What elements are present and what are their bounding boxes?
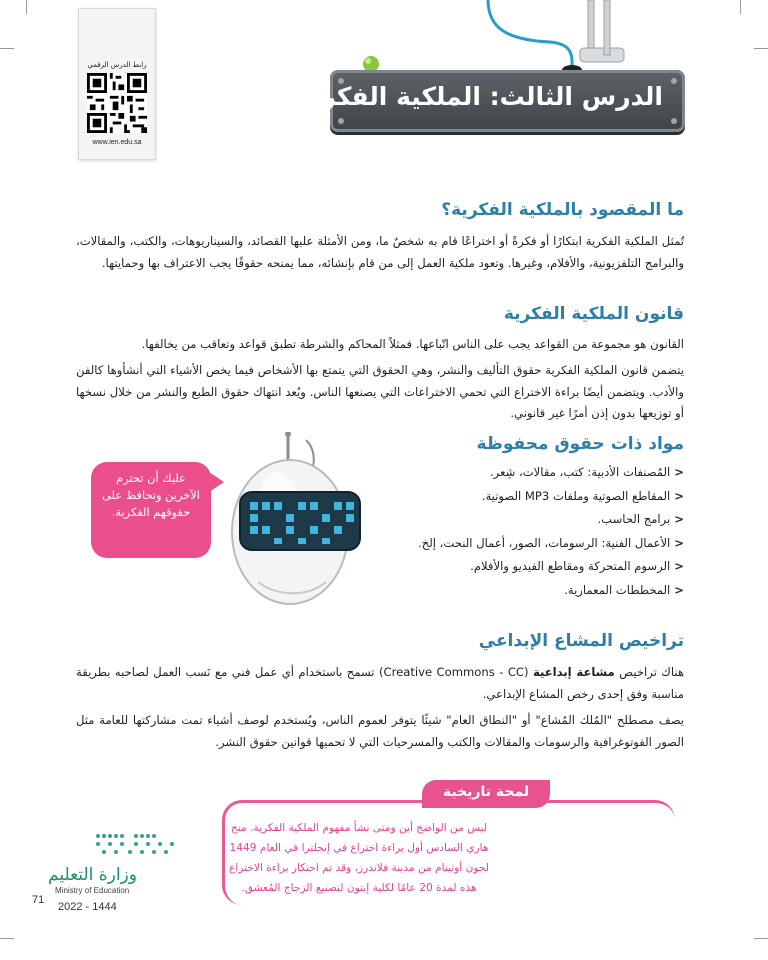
- page-number: 71: [32, 894, 45, 906]
- crop-mark: [0, 48, 14, 49]
- crop-mark: [740, 0, 741, 14]
- crop-mark: [754, 938, 768, 939]
- section-heading-creative-commons: تراخيص المشاع الإبداعي: [478, 631, 684, 651]
- speech-bubble-text: عليك أن تحترم الآخرين وتحافظ على حقوقهم الفكرية.: [102, 471, 200, 519]
- screw-icon: [671, 118, 677, 124]
- chevron-left-icon: <: [674, 559, 684, 573]
- crop-mark: [26, 0, 27, 14]
- crop-mark: [0, 938, 14, 939]
- definition-paragraph: تُمثل الملكية الفكرية ابتكارًا أو فكرةً أو اختراعًا قام به شخصٌ ما، ومن الأمثلة عليها القصائد، والسيناريوهات، والكتب، والمقالات، والبرامج التلفزيونية، والأفلام، وغيرها. وتعود ملكية العمل إلى من قام بإنشائه، مما يمنحه حقوقًا يجب الاعتراف بها وحمايتها.: [76, 234, 684, 270]
- history-title: لمحة تاريخية: [442, 784, 530, 800]
- creative-commons-paragraph-1: هناك تراخيص مشاعة إبداعية (Creative Commons - CC) تسمح باستخدام أي عمل فني مع نَسب العمل لصاحبه بطريقة مناسبة وفق إحدى رخص المشاع الإبداعي.: [76, 665, 684, 701]
- law-paragraph-2: يتضمن قانون الملكية الفكرية حقوق التأليف والنشر، وهي الحقوق التي يتمتع بها الأشخاص فيما يخص الأشياء التي أنشأوها كالفن والأدب. ويتضمن أيضًا براءة الاختراع التي تحمي الاختراعات التي يصنعها الناس. ويُعد انتهاك حقوق الطبع والنشر من خلال نسخها أو توزيعها بدون إذن أمرًا غير قانوني.: [76, 363, 684, 421]
- qr-card[interactable]: [78, 8, 156, 160]
- chevron-left-icon: <: [674, 465, 684, 479]
- qr-label: رابط الدرس الرقمي: [87, 61, 147, 69]
- robot-egg-icon: [218, 432, 368, 617]
- screw-icon: [338, 118, 344, 124]
- section-heading-protected-materials: مواد ذات حقوق محفوظة: [476, 434, 684, 454]
- chevron-left-icon: <: [674, 582, 684, 597]
- qr-url[interactable]: www.ien.edu.sa: [92, 139, 142, 146]
- law-paragraph-1: القانون هو مجموعة من القواعد يجب على الناس اتّباعها. فمثلاً المحاكم والشرطة تطبق قواعد وتعاقب من يخالفها.: [141, 337, 684, 351]
- chevron-left-icon: <: [674, 535, 684, 550]
- list-item: <برامج الحاسب.: [597, 512, 684, 526]
- list-item: <الرسوم المتحركة ومقاطع الفيديو والأفلام.: [470, 559, 684, 573]
- list-item: <المُصنفات الأدبية: كتب، مقالات، شِعر.: [489, 465, 684, 479]
- protected-materials-list: [418, 461, 684, 602]
- chevron-left-icon: <: [674, 512, 684, 526]
- section-heading-definition: ما المقصود بالملكية الفكرية؟: [441, 200, 684, 220]
- cable-decoration-icon: [480, 0, 640, 75]
- qr-code-icon[interactable]: [87, 73, 147, 133]
- ministry-name-arabic: وزارة التعليم: [48, 865, 137, 885]
- chevron-left-icon: <: [674, 488, 684, 503]
- edition-year: 2022 - 1444: [58, 901, 117, 913]
- ministry-logo-icon: [92, 830, 182, 858]
- lesson-title-box: [296, 70, 685, 132]
- creative-commons-paragraph-2: يصف مصطلح "المُلك المُشاع" أو "النطاق العام" شيئًا يتوفر لعموم الناس، ويُستخدم لوصف أشياء تمت مشاركتها للعامة مثل الصور الفوتوغرافية والرسومات والمقالات والكتب والمسرحيات التي لا تحميها قوانين حقوق النشر.: [76, 713, 684, 749]
- list-item: <الأعمال الفنية: الرسومات، الصور، أعمال النحت، إلخ.: [418, 535, 684, 550]
- ministry-name-english: Ministry of Education: [55, 886, 130, 895]
- lesson-title: الدرس الثالث: الملكية الفكرية: [296, 82, 663, 111]
- section-heading-law: قانون الملكية الفكرية: [503, 304, 684, 324]
- list-item: <المخططات المعمارية.: [564, 582, 684, 597]
- screw-icon: [671, 78, 677, 84]
- history-text: ليس من الواضح أين ومتى نشأ مفهوم الملكية الفكرية. منح هاري السادس أول براءة اختراع في إنجلترا في العام 1449 لجون أوتينام من مدينة فلاندرز، وقد تم احتكار براءة الاختراع هذه لمدة 20 عامًا لكلية إيتون لتصنيع الزجاج المُعشق.: [229, 822, 489, 894]
- list-item: <المقاطع الصوتية وملفات MP3 الصوتية.: [481, 488, 684, 503]
- crop-mark: [754, 48, 768, 49]
